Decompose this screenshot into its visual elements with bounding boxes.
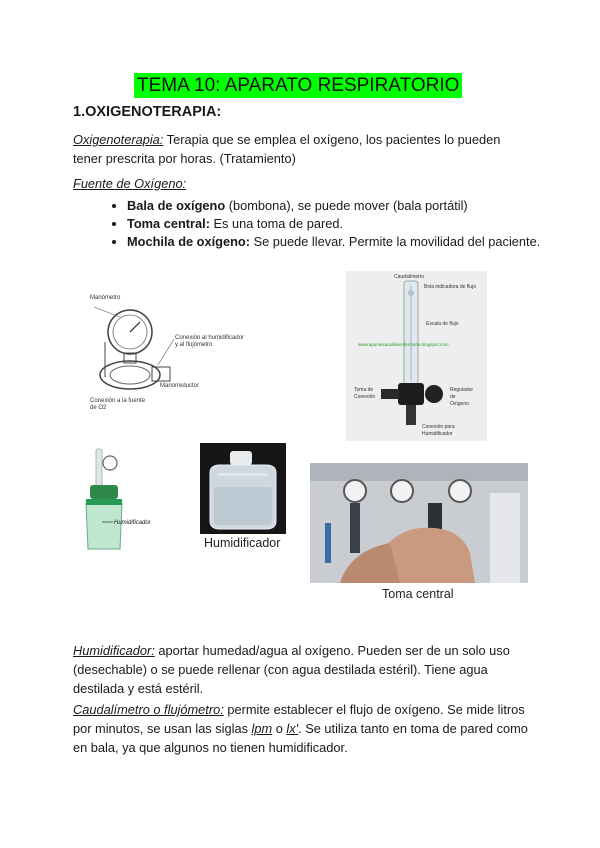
- label-url: www.apuntesauxiliarenfermeria.blogspot.com: [358, 342, 449, 347]
- bullet-bold: Bala de oxígeno: [127, 198, 226, 213]
- humidifier-bottle-drawing: [80, 447, 180, 553]
- list-item: [127, 233, 547, 251]
- list-item: [127, 215, 547, 233]
- label-conexion-humid-1: Conexión al humidificador: [175, 335, 245, 341]
- label-toma-2: Conexión: [354, 394, 376, 400]
- label-bola: Bola indicadora de flujo: [424, 284, 476, 290]
- definition-caudalimetro-1: permite establecer el flujo de oxígeno. Se mide litros por minutos, se usan las siglas: [73, 702, 525, 736]
- definition-caudalimetro-2: . Se utiliza tanto en toma de pared como en bala, ya que algunos no tienen humidificador.: [73, 721, 528, 755]
- label-conexion-fuente-1: Conexión a la fuente: [90, 398, 146, 404]
- bullet-bold: Mochila de oxígeno:: [127, 234, 251, 249]
- bullet-list: [95, 197, 547, 251]
- caudalimetro-drawing: [346, 271, 487, 441]
- caption-toma-central: Toma central: [382, 587, 454, 601]
- caption-humidificador: Humidificador: [204, 536, 281, 550]
- label-caudalimetro: Caudalímetro: [394, 274, 425, 280]
- paragraph-humidificador: [73, 641, 533, 698]
- abbr-lx: lx': [286, 721, 299, 736]
- paragraph-oxigenoterapia: [73, 130, 533, 168]
- term-oxigenoterapia: Oxigenoterapia:: [73, 132, 164, 147]
- list-item: [127, 197, 547, 215]
- diagram-manorreductor: [80, 287, 280, 415]
- label-humidificador-small: Humidificador: [114, 520, 151, 526]
- label-escala: Escala de flujo: [426, 321, 459, 327]
- label-conexion-1: Conexión para: [422, 424, 455, 430]
- term-humidificador: Humidificador:: [73, 643, 155, 658]
- label-manorreductor: Manorreductor: [160, 383, 200, 389]
- label-toma-1: Toma de: [354, 387, 374, 393]
- disposable-humidifier-drawing: [200, 443, 286, 534]
- term-caudalimetro: Caudalímetro o flujómetro:: [73, 702, 224, 717]
- photo-disposable-humidifier: [200, 443, 286, 534]
- page-title: TEMA 10: APARATO RESPIRATORIO: [134, 73, 462, 98]
- bullet-text: Es una toma de pared.: [209, 216, 343, 231]
- label-regulador-3: Oxígeno: [450, 401, 469, 407]
- label-conexion-fuente-2: de O2: [90, 405, 107, 411]
- toma-central-drawing: [310, 463, 528, 583]
- paragraph-caudalimetro: [73, 700, 533, 757]
- definition-caudalimetro-mid: o: [272, 721, 287, 736]
- bullet-text: Se puede llevar. Permite la movilidad del paciente.: [250, 234, 541, 249]
- label-conexion-humid-2: y al flujómetro: [175, 342, 213, 348]
- section-heading: 1.OXIGENOTERAPIA:: [73, 104, 222, 120]
- term-fuente: Fuente de Oxígeno:: [73, 176, 187, 191]
- label-regulador-1: Regulador: [450, 387, 474, 393]
- photo-toma-central: [310, 463, 528, 583]
- manorreductor-drawing: [80, 287, 280, 415]
- label-manometro: Manómetro: [90, 295, 121, 301]
- diagram-caudalimetro: [346, 271, 487, 441]
- abbr-lpm: lpm: [251, 721, 273, 736]
- label-conexion-2: Humidificador: [422, 431, 453, 437]
- bullet-bold: Toma central:: [127, 216, 210, 231]
- definition-humidificador: aportar humedad/agua al oxígeno. Pueden ser de un solo uso (desechable) o se puede rellenar (con agua destilada estéril). Tiene agua destilada y está estéril.: [73, 643, 510, 696]
- photo-humidifier-bottle: [80, 447, 180, 553]
- definition-oxigenoterapia: Terapia que se emplea el oxígeno, los pacientes lo pueden tener prescrita por horas. (Tratamiento): [73, 132, 501, 166]
- bullet-text: (bombona), se puede mover (bala portátil): [225, 198, 468, 213]
- heading-fuente: [73, 174, 533, 193]
- label-regulador-2: de: [450, 394, 456, 400]
